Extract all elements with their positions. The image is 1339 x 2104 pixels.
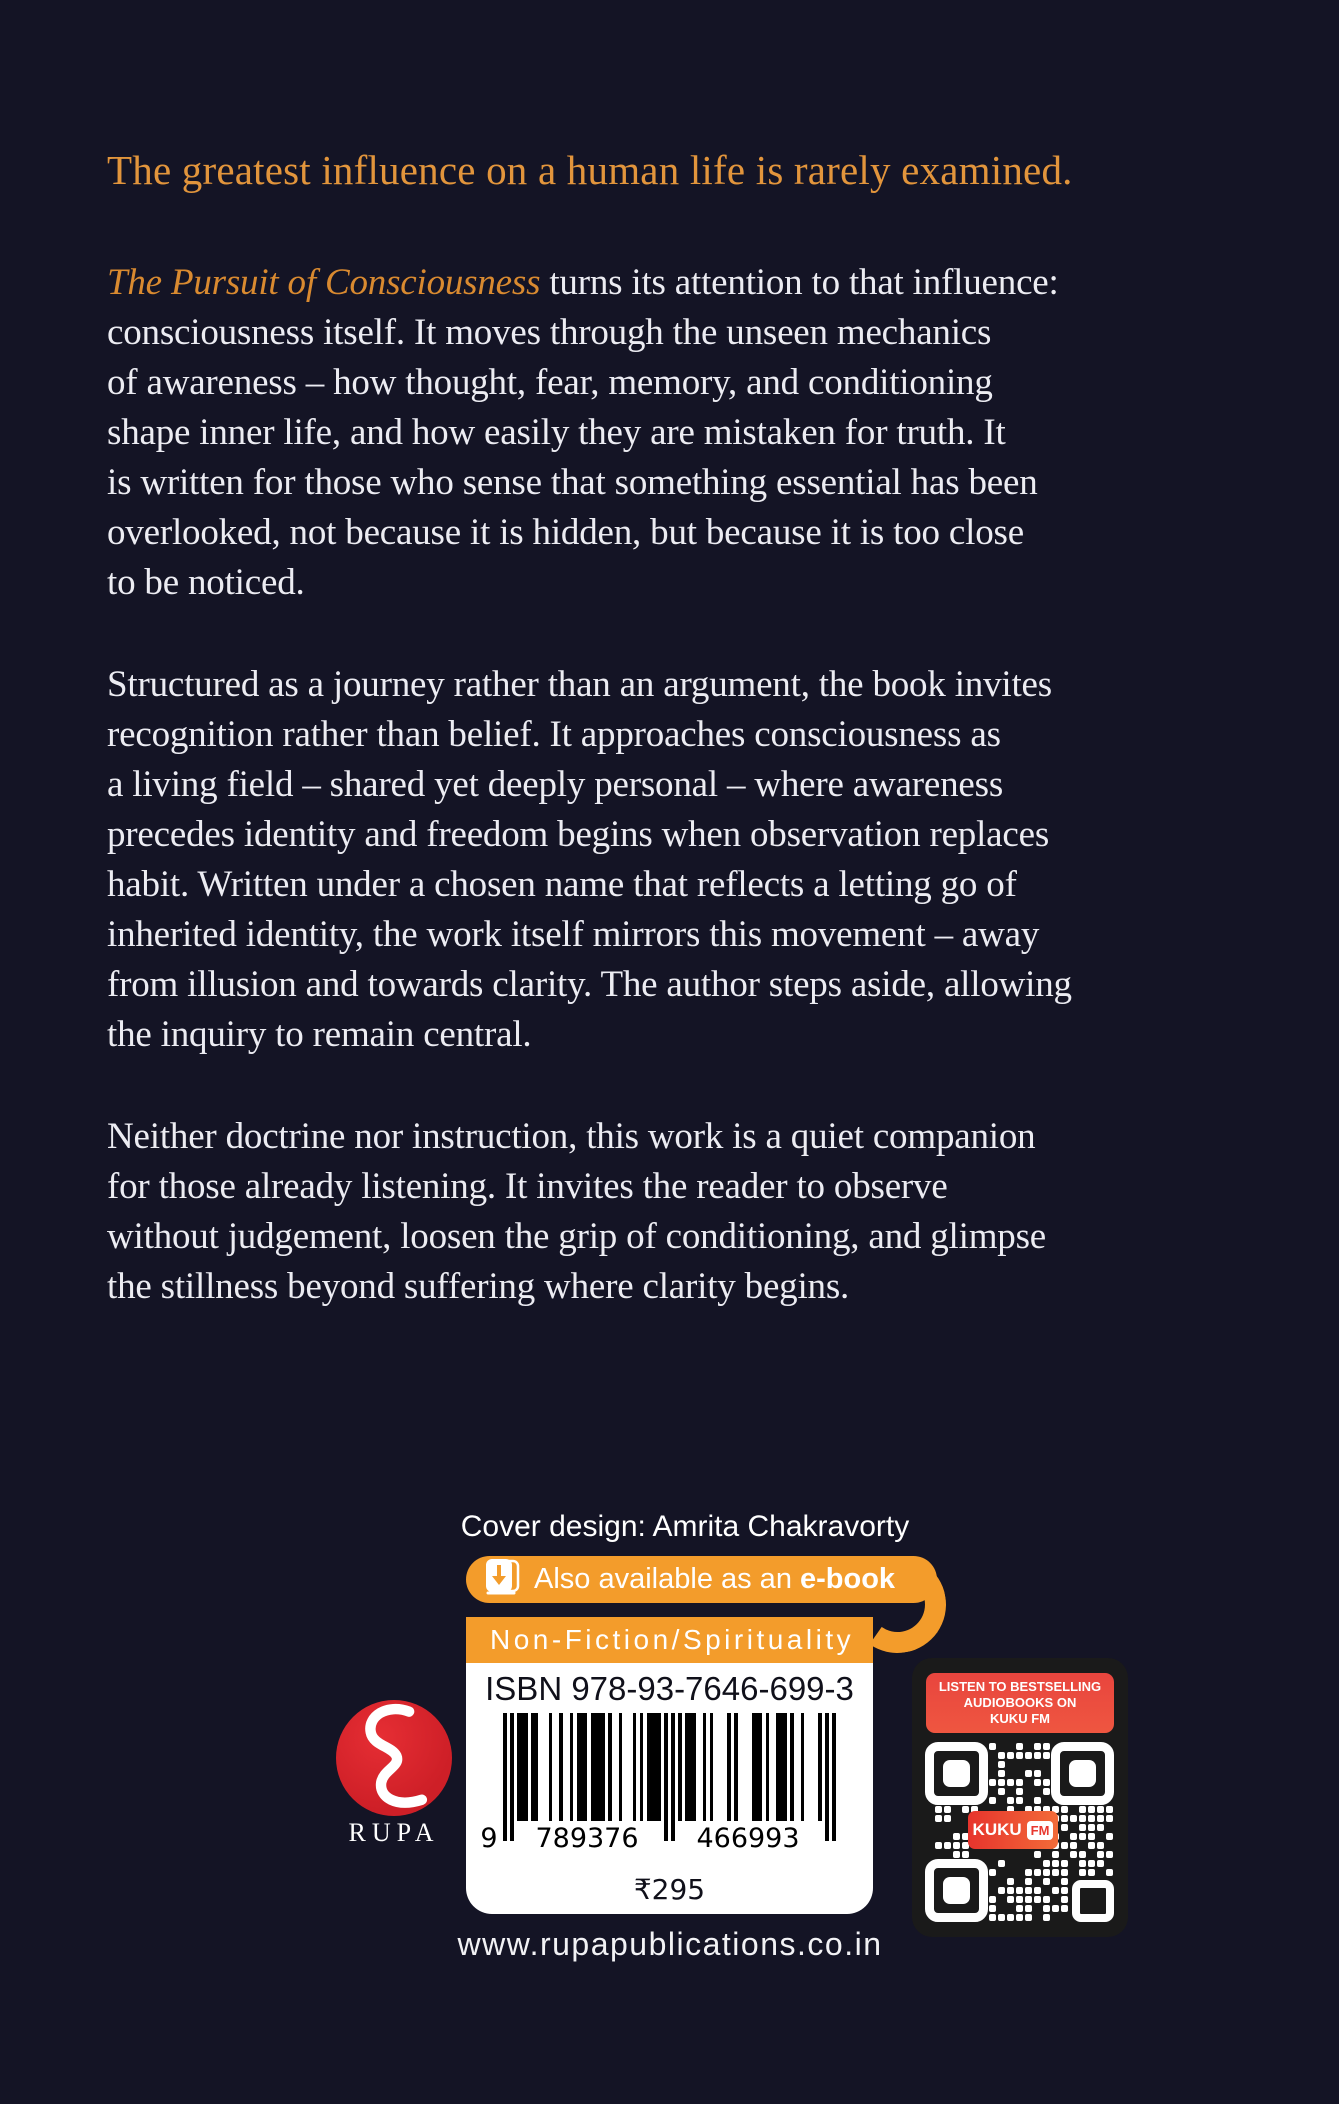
qr-module bbox=[1079, 1833, 1086, 1840]
qr-module bbox=[1016, 1797, 1023, 1804]
qr-module bbox=[1016, 1887, 1023, 1894]
qr-module bbox=[1079, 1869, 1086, 1876]
qr-module bbox=[1097, 1851, 1104, 1858]
qr-module bbox=[1070, 1815, 1077, 1822]
barcode-bar bbox=[692, 1713, 696, 1821]
qr-module bbox=[1079, 1806, 1086, 1813]
qr-module bbox=[1088, 1824, 1095, 1831]
qr-finder-pattern bbox=[925, 1859, 988, 1922]
download-icon bbox=[482, 1557, 522, 1602]
text-line: Structured as a journey rather than an argument, the book invites bbox=[107, 664, 1052, 705]
text-line: the stillness beyond suffering where clarity begins. bbox=[107, 1266, 850, 1307]
qr-module bbox=[1034, 1896, 1041, 1903]
qr-module bbox=[1025, 1905, 1032, 1912]
qr-module bbox=[1016, 1896, 1023, 1903]
qr-module bbox=[1007, 1797, 1014, 1804]
qr-module bbox=[998, 1761, 1005, 1768]
qr-module bbox=[1052, 1851, 1059, 1858]
qr-module bbox=[1106, 1815, 1113, 1822]
qr-module bbox=[1043, 1779, 1050, 1786]
category-bar bbox=[466, 1617, 873, 1663]
qr-module bbox=[953, 1842, 960, 1849]
qr-module bbox=[1088, 1842, 1095, 1849]
rupa-logo-text: RUPA bbox=[348, 1818, 440, 1847]
text-line: shape inner life, and how easily they are mistaken for truth. It bbox=[107, 412, 1006, 453]
qr-module bbox=[998, 1860, 1005, 1867]
qr-module bbox=[1097, 1824, 1104, 1831]
qr-module bbox=[1088, 1806, 1095, 1813]
qr-module bbox=[1097, 1806, 1104, 1813]
qr-module bbox=[1061, 1887, 1068, 1894]
qr-module bbox=[935, 1806, 942, 1813]
text-line: for those already listening. It invites the reader to observe bbox=[107, 1166, 948, 1207]
qr-module bbox=[1043, 1905, 1050, 1912]
qr-module bbox=[1034, 1743, 1041, 1750]
qr-module bbox=[989, 1797, 996, 1804]
fm-badge: FM bbox=[1027, 1821, 1054, 1840]
qr-module bbox=[998, 1788, 1005, 1795]
qr-module bbox=[1043, 1752, 1050, 1759]
kuku-banner-line: LISTEN TO BESTSELLING bbox=[938, 1679, 1102, 1694]
qr-module bbox=[953, 1833, 960, 1840]
qr-module bbox=[1034, 1770, 1041, 1777]
cover-design-credit: Cover design: Amrita Chakravorty bbox=[460, 1510, 910, 1543]
qr-module bbox=[1106, 1806, 1113, 1813]
price-tag: ₹295 bbox=[633, 1873, 706, 1906]
publisher-website: www.rupapublications.co.in bbox=[457, 1926, 883, 1962]
qr-module bbox=[998, 1770, 1005, 1777]
qr-module bbox=[1070, 1842, 1077, 1849]
qr-module bbox=[1025, 1869, 1032, 1876]
qr-module bbox=[944, 1806, 951, 1813]
qr-module bbox=[1061, 1806, 1068, 1813]
qr-module bbox=[944, 1842, 951, 1849]
qr-finder-pattern bbox=[925, 1742, 988, 1805]
qr-module bbox=[1061, 1878, 1068, 1885]
qr-module bbox=[1061, 1815, 1068, 1822]
barcode-bar bbox=[608, 1713, 612, 1821]
barcode-bar bbox=[703, 1713, 707, 1821]
qr-module bbox=[1079, 1860, 1086, 1867]
barcode-bar bbox=[549, 1713, 553, 1821]
qr-module bbox=[1088, 1833, 1095, 1840]
qr-module bbox=[1061, 1905, 1068, 1912]
qr-module bbox=[1043, 1914, 1050, 1921]
qr-module bbox=[1025, 1770, 1032, 1777]
qr-module bbox=[1016, 1914, 1023, 1921]
barcode-digit-left: 789376 bbox=[535, 1823, 639, 1854]
barcode-bar bbox=[664, 1713, 668, 1841]
qr-module bbox=[1106, 1869, 1113, 1876]
category-label: Non-Fiction/Spirituality bbox=[490, 1624, 855, 1655]
qr-module bbox=[1034, 1797, 1041, 1804]
barcode-bar bbox=[759, 1713, 763, 1821]
qr-module bbox=[1106, 1851, 1113, 1858]
synopsis-paragraph-1 bbox=[107, 258, 1267, 608]
qr-module bbox=[1079, 1824, 1086, 1831]
qr-module bbox=[998, 1752, 1005, 1759]
qr-module bbox=[989, 1869, 996, 1876]
isbn-barcode-block bbox=[466, 1663, 873, 1914]
qr-module bbox=[1052, 1860, 1059, 1867]
qr-module bbox=[1043, 1896, 1050, 1903]
qr-module bbox=[989, 1779, 996, 1786]
qr-module bbox=[1043, 1788, 1050, 1795]
text-line: The Pursuit of Consciousness turns its attention to that influence: bbox=[107, 262, 1059, 303]
qr-module bbox=[1007, 1914, 1014, 1921]
qr-module bbox=[989, 1905, 996, 1912]
qr-module bbox=[1034, 1851, 1041, 1858]
qr-module bbox=[989, 1896, 996, 1903]
qr-module bbox=[1079, 1815, 1086, 1822]
qr-module bbox=[1097, 1815, 1104, 1822]
qr-module bbox=[1025, 1896, 1032, 1903]
qr-module bbox=[1097, 1842, 1104, 1849]
barcode-bar bbox=[727, 1713, 731, 1821]
barcode-bar bbox=[801, 1713, 805, 1821]
barcode-bar bbox=[734, 1713, 738, 1821]
barcode-bar bbox=[832, 1713, 836, 1841]
qr-module bbox=[962, 1851, 969, 1858]
ebook-badge-label: Also available as an e-book bbox=[534, 1563, 896, 1595]
text-line: recognition rather than belief. It approaches consciousness as bbox=[107, 714, 1001, 755]
qr-module bbox=[1007, 1752, 1014, 1759]
qr-module bbox=[1034, 1779, 1041, 1786]
qr-module bbox=[1088, 1860, 1095, 1867]
barcode-bar bbox=[619, 1713, 623, 1821]
ean13-barcode bbox=[480, 1713, 836, 1858]
text-line: Neither doctrine nor instruction, this work is a quiet companion bbox=[107, 1116, 1036, 1157]
barcode-bar bbox=[671, 1713, 675, 1841]
qr-module bbox=[989, 1914, 996, 1921]
qr-module bbox=[1043, 1878, 1050, 1885]
barcode-bar bbox=[640, 1713, 644, 1821]
ebook-availability-badge bbox=[466, 1556, 937, 1603]
qr-module bbox=[1043, 1743, 1050, 1750]
synopsis-paragraph-2 bbox=[107, 660, 1267, 1060]
qr-module bbox=[1061, 1824, 1068, 1831]
qr-module bbox=[1052, 1887, 1059, 1894]
qr-module bbox=[1034, 1752, 1041, 1759]
qr-module bbox=[1043, 1869, 1050, 1876]
qr-module bbox=[1106, 1833, 1113, 1840]
qr-module bbox=[962, 1806, 969, 1813]
qr-module bbox=[1007, 1779, 1014, 1786]
qr-module bbox=[1061, 1896, 1068, 1903]
qr-module bbox=[1025, 1887, 1032, 1894]
kuku-fm-logo bbox=[968, 1811, 1058, 1849]
kuku-fm-panel bbox=[912, 1658, 1128, 1937]
qr-module bbox=[1025, 1878, 1032, 1885]
qr-module bbox=[1097, 1860, 1104, 1867]
barcode-bar bbox=[510, 1713, 514, 1841]
qr-module bbox=[935, 1842, 942, 1849]
text-line: habit. Written under a chosen name that reflects a letting go of bbox=[107, 864, 1017, 905]
qr-module bbox=[1016, 1905, 1023, 1912]
barcode-bar bbox=[535, 1713, 539, 1821]
barcode-digit-right: 466993 bbox=[696, 1823, 800, 1854]
barcode-bar bbox=[657, 1713, 661, 1821]
qr-module bbox=[1052, 1869, 1059, 1876]
qr-module bbox=[1061, 1869, 1068, 1876]
barcode-bar bbox=[818, 1713, 822, 1821]
qr-module bbox=[1034, 1869, 1041, 1876]
barcode-bar bbox=[559, 1713, 563, 1821]
synopsis-paragraph-3 bbox=[107, 1112, 1267, 1312]
barcode-bar bbox=[710, 1713, 714, 1821]
text-line: is written for those who sense that something essential has been bbox=[107, 462, 1038, 503]
barcode-bar bbox=[584, 1713, 588, 1821]
text-line: inherited identity, the work itself mirrors this movement – away bbox=[107, 914, 1040, 955]
barcode-bar bbox=[570, 1713, 574, 1821]
text-line: a living field – shared yet deeply personal – where awareness bbox=[107, 764, 1004, 805]
kuku-wordmark: KUKU bbox=[972, 1820, 1022, 1839]
kuku-banner-line: AUDIOBOOKS ON bbox=[963, 1695, 1077, 1710]
barcode-bar bbox=[524, 1713, 528, 1821]
qr-module bbox=[1025, 1752, 1032, 1759]
kuku-banner-line: KUKU FM bbox=[990, 1711, 1050, 1726]
kuku-banner bbox=[926, 1673, 1114, 1733]
qr-module bbox=[1016, 1779, 1023, 1786]
text-line: the inquiry to remain central. bbox=[107, 1014, 532, 1055]
qr-module bbox=[1043, 1860, 1050, 1867]
isbn-number: ISBN 978-93-7646-699-3 bbox=[485, 1670, 854, 1707]
barcode-bar bbox=[503, 1713, 507, 1841]
text-line: precedes identity and freedom begins when observation replaces bbox=[107, 814, 1050, 855]
qr-module bbox=[1007, 1896, 1014, 1903]
text-line: overlooked, not because it is hidden, but because it is too close bbox=[107, 512, 1024, 553]
qr-module bbox=[989, 1743, 996, 1750]
qr-module bbox=[935, 1815, 942, 1822]
barcode-bar bbox=[766, 1713, 770, 1821]
qr-module bbox=[1061, 1860, 1068, 1867]
barcode-bar bbox=[601, 1713, 605, 1821]
qr-module bbox=[953, 1851, 960, 1858]
qr-module bbox=[998, 1914, 1005, 1921]
qr-alignment-pattern bbox=[1072, 1880, 1114, 1922]
barcode-bar bbox=[633, 1713, 637, 1821]
text-line: without judgement, loosen the grip of conditioning, and glimpse bbox=[107, 1216, 1046, 1257]
text-line: of awareness – how thought, fear, memory, and conditioning bbox=[107, 362, 993, 403]
qr-module bbox=[1088, 1869, 1095, 1876]
qr-module bbox=[1016, 1752, 1023, 1759]
qr-module bbox=[1007, 1878, 1014, 1885]
qr-module bbox=[1088, 1815, 1095, 1822]
barcode-bar bbox=[790, 1713, 794, 1821]
qr-module bbox=[1016, 1743, 1023, 1750]
text-line: consciousness itself. It moves through the unseen mechanics bbox=[107, 312, 992, 353]
qr-module bbox=[1070, 1833, 1077, 1840]
qr-module bbox=[998, 1779, 1005, 1786]
qr-module bbox=[1016, 1788, 1023, 1795]
barcode-digit-lead: 9 bbox=[480, 1823, 498, 1854]
qr-finder-pattern bbox=[1051, 1742, 1114, 1805]
rupa-monogram-icon bbox=[336, 1700, 452, 1816]
qr-module bbox=[998, 1887, 1005, 1894]
qr-module bbox=[1025, 1914, 1032, 1921]
barcode-bar bbox=[825, 1713, 829, 1841]
text-line: from illusion and towards clarity. The author steps aside, allowing bbox=[107, 964, 1072, 1005]
text-line: to be noticed. bbox=[107, 562, 305, 603]
qr-module bbox=[1034, 1887, 1041, 1894]
qr-module bbox=[1052, 1905, 1059, 1912]
rupa-logo bbox=[336, 1700, 452, 1816]
qr-module bbox=[1061, 1842, 1068, 1849]
barcode-bar bbox=[678, 1713, 682, 1821]
qr-module bbox=[1079, 1851, 1086, 1858]
qr-module bbox=[944, 1815, 951, 1822]
qr-module bbox=[1070, 1851, 1077, 1858]
barcode-bar bbox=[783, 1713, 787, 1821]
tagline: The greatest influence on a human life is rarely examined. bbox=[107, 147, 1073, 193]
qr-module bbox=[1007, 1887, 1014, 1894]
